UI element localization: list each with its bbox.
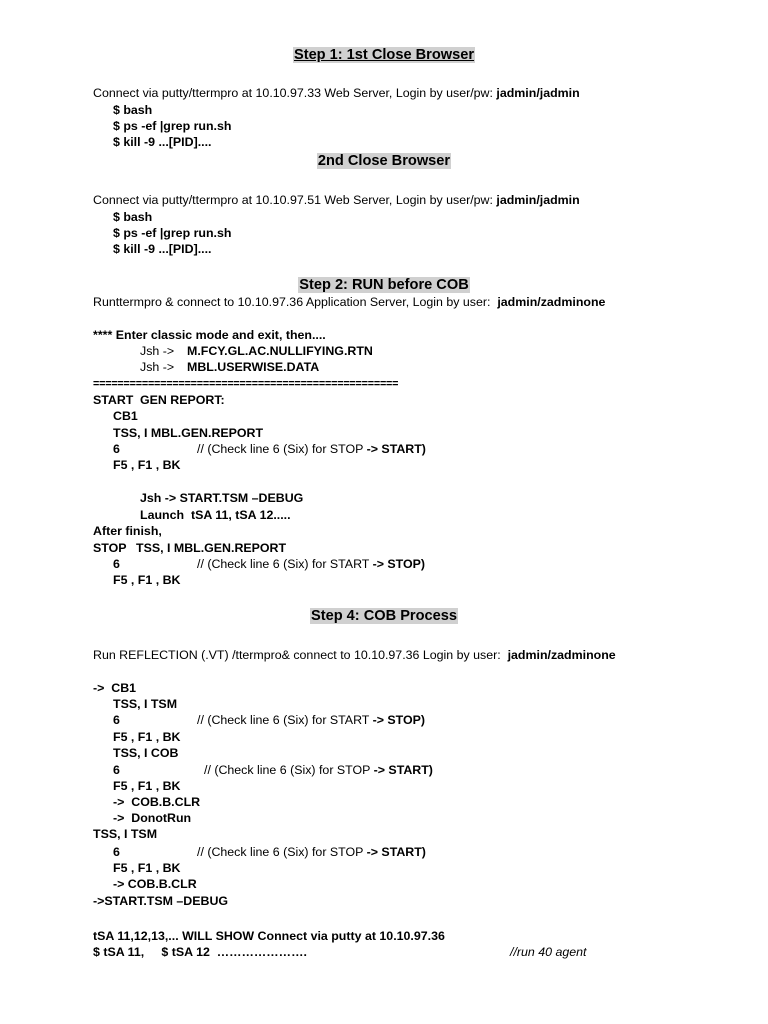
step2-comment-1: // (Check line 6 (Six) for STOP -> START) (197, 442, 426, 456)
step2-jsh3: Jsh -> START.TSM –DEBUG (140, 491, 304, 505)
step4-comment-1: // (Check line 6 (Six) for START -> STOP) (197, 713, 426, 727)
step1b-connect-line: Connect via putty/ttermpro at 10.10.97.51 Web Server, Login by user/pw: jadmin/jadmin (93, 193, 580, 207)
step4-arrow-clr-2: -> COB.B.CLR (113, 877, 197, 891)
step1-heading: Step 1: 1st Close Browser (293, 47, 475, 63)
step2-keys-1: F5 , F1 , BK (113, 458, 181, 472)
step4-run-line: Run REFLECTION (.VT) /ttermpro& connect to 10.10.97.36 Login by user: jadmin/zadminone (93, 648, 616, 662)
step4-keys-2: F5 , F1 , BK (113, 779, 181, 793)
step1b-cmd-kill: $ kill -9 ...[PID].... (113, 242, 212, 256)
step2-after-finish: After finish, (93, 524, 162, 538)
step4-keys-3: F5 , F1 , BK (113, 861, 181, 875)
step1-connect-line: Connect via putty/ttermpro at 10.10.97.33 Web Server, Login by user/pw: jadmin/jadmin (93, 86, 580, 100)
step2-heading: Step 2: RUN before COB (299, 277, 469, 293)
step2-keys-2: F5 , F1 , BK (113, 573, 181, 587)
step2-note: **** Enter classic mode and exit, then.... (93, 328, 326, 342)
step2-jsh1: Jsh -> M.FCY.GL.AC.NULLIFYING.RTN (140, 344, 373, 358)
step4-tsa-cmds: $ tSA 11, $ tSA 12 …………………. (93, 945, 307, 959)
step2-launch: Launch tSA 11, tSA 12..... (140, 508, 291, 522)
step2-jsh2: Jsh -> MBL.USERWISE.DATA (140, 360, 320, 374)
step4-tss-cob: TSS, I COB (113, 746, 179, 760)
step1b-cmd-ps: $ ps -ef |grep run.sh (113, 226, 232, 240)
step1-cmd-ps: $ ps -ef |grep run.sh (113, 119, 232, 133)
step4-comment-3: // (Check line 6 (Six) for STOP -> START) (197, 845, 426, 859)
step2-connect-line: Runttermpro & connect to 10.10.97.36 Application Server, Login by user: jadmin/zadminone (93, 295, 606, 309)
step4-six-line-1: 6 // (Check line 6 (Six) for START -> STOP) (113, 713, 426, 727)
step4-tsa-show: tSA 11,12,13,... WILL SHOW Connect via putty at 10.10.97.36 (93, 929, 445, 943)
step2-start-line: START GEN REPORT: (93, 393, 225, 407)
step4-heading: Step 4: COB Process (311, 608, 457, 624)
step2-comment-2: // (Check line 6 (Six) for START -> STOP) (197, 557, 426, 571)
step2-six-line-2: 6 // (Check line 6 (Six) for START -> STOP) (113, 557, 426, 571)
step2-stop-line: STOP TSS, I MBL.GEN.REPORT (93, 541, 287, 555)
step1-cmd-bash: $ bash (113, 103, 153, 117)
step4-six-line-2: 6 // (Check line 6 (Six) for STOP -> START) (113, 763, 433, 777)
step4-start-tsm: ->START.TSM –DEBUG (93, 894, 229, 908)
step4-six-line-3: 6 // (Check line 6 (Six) for STOP -> START) (113, 845, 426, 859)
step2-cb1: CB1 (113, 409, 138, 423)
step4-tss-tsm: TSS, I TSM (113, 697, 178, 711)
step2-separator: ================================================== (93, 378, 399, 390)
step4-arrow-cb1: -> CB1 (93, 681, 137, 695)
step4-arrow-donotrun: -> DonotRun (113, 811, 192, 825)
step2-six-line-1: 6 // (Check line 6 (Six) for STOP -> START) (113, 442, 426, 456)
step4-arrow-clr-1: -> COB.B.CLR (113, 795, 201, 809)
step1b-heading: 2nd Close Browser (317, 153, 451, 169)
step1-cmd-kill: $ kill -9 ...[PID].... (113, 135, 212, 149)
step4-keys-1: F5 , F1 , BK (113, 730, 181, 744)
step2-tss-report: TSS, I MBL.GEN.REPORT (113, 426, 264, 440)
step4-comment-2: // (Check line 6 (Six) for STOP -> START) (204, 763, 433, 777)
step4-run-agent-comment: //run 40 agent (510, 945, 587, 959)
step1b-cmd-bash: $ bash (113, 210, 153, 224)
step4-tss-tsm-2: TSS, I TSM (93, 827, 158, 841)
